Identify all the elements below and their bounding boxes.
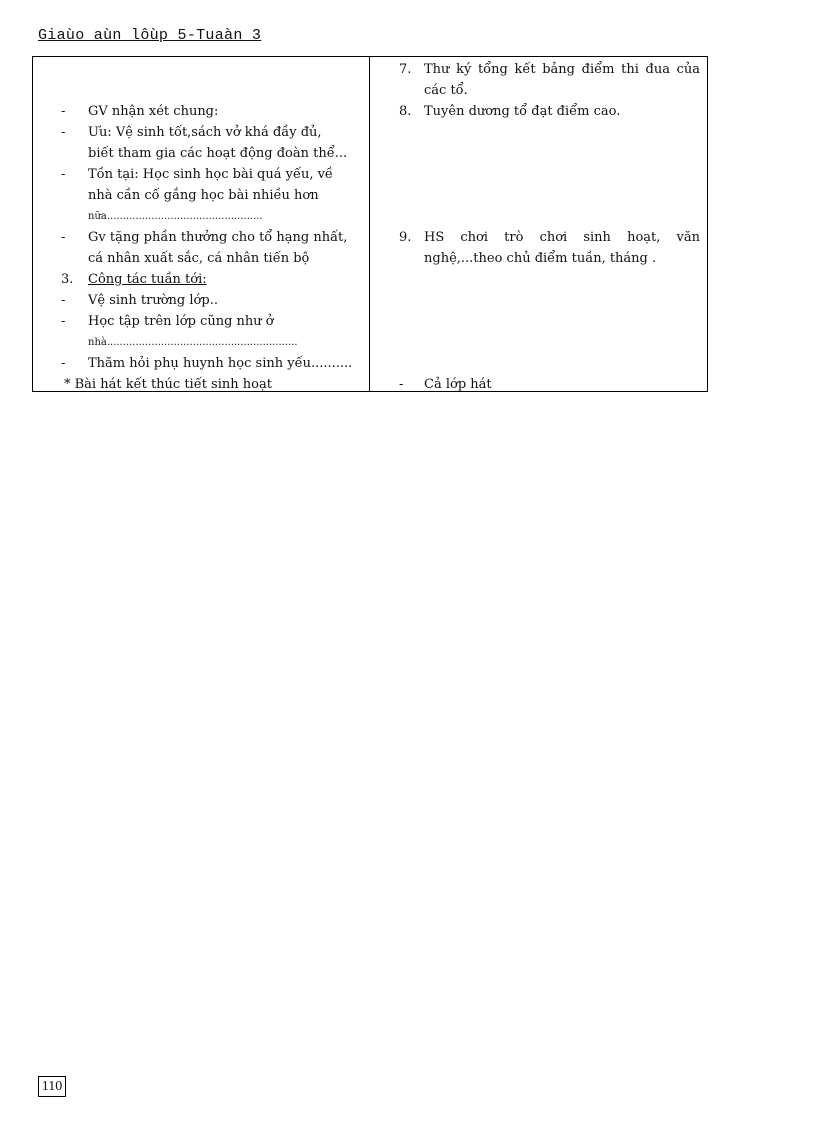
next-item-hygiene: Vệ sinh trường lớp.. <box>88 293 218 308</box>
bullet-dash: - <box>61 125 66 140</box>
page-header: Giaùo aùn lôùp 5-Tuaàn 3 <box>38 27 262 44</box>
bullet-dash: - <box>61 104 66 119</box>
section-title: Công tác tuần tới: <box>88 272 207 287</box>
next-item-visit: Thăm hỏi phụ huynh học sinh yếu.......... <box>88 356 353 371</box>
weakness-line-3: nữa................................................. <box>88 211 263 222</box>
next-item-study-2: nhà............................................................ <box>88 337 298 348</box>
bullet-dash: - <box>61 293 66 308</box>
section-number: 3. <box>61 272 74 287</box>
bullet-dash: - <box>61 314 66 329</box>
bullet-dash: - <box>61 230 66 245</box>
item-number-8: 8. <box>399 104 412 119</box>
column-divider <box>369 57 370 391</box>
item7-line-1: Thư ký tổng kết bảng điểm thi đua của <box>424 62 700 77</box>
next-item-study-1: Học tập trên lớp cũng như ở <box>88 314 274 329</box>
lesson-table <box>32 56 708 392</box>
gv-comment: GV nhận xét chung: <box>88 104 219 119</box>
page-number: 110 <box>38 1076 66 1097</box>
item7-line-2: các tổ. <box>424 83 468 98</box>
bullet-dash: - <box>61 356 66 371</box>
item9-line-1: HS chơi trò chơi sinh hoạt, văn <box>424 230 700 245</box>
item-number-9: 9. <box>399 230 412 245</box>
closing-song: * Bài hát kết thúc tiết sinh hoạt <box>64 377 272 392</box>
weakness-line-2: nhà cần cố gắng học bài nhiều hơn <box>88 188 319 203</box>
final-song: Cả lớp hát <box>424 377 492 392</box>
strengths-line-2: biết tham gia các hoạt động đoàn thể... <box>88 146 348 161</box>
bullet-dash: - <box>399 377 404 392</box>
bullet-dash: - <box>61 167 66 182</box>
item9-line-2: nghệ,...theo chủ điểm tuần, tháng . <box>424 251 657 266</box>
award-line-1: Gv tặng phần thưởng cho tổ hạng nhất, <box>88 230 348 245</box>
weakness-line-1: Tồn tại: Học sinh học bài quá yếu, về <box>88 167 333 182</box>
award-line-2: cá nhân xuất sắc, cá nhân tiến bộ <box>88 251 310 266</box>
item-number-7: 7. <box>399 62 412 77</box>
strengths-line-1: Ưu: Vệ sinh tốt,sách vở khá đầy đủ, <box>88 125 322 140</box>
item8-line: Tuyên dương tổ đạt điểm cao. <box>424 104 621 119</box>
